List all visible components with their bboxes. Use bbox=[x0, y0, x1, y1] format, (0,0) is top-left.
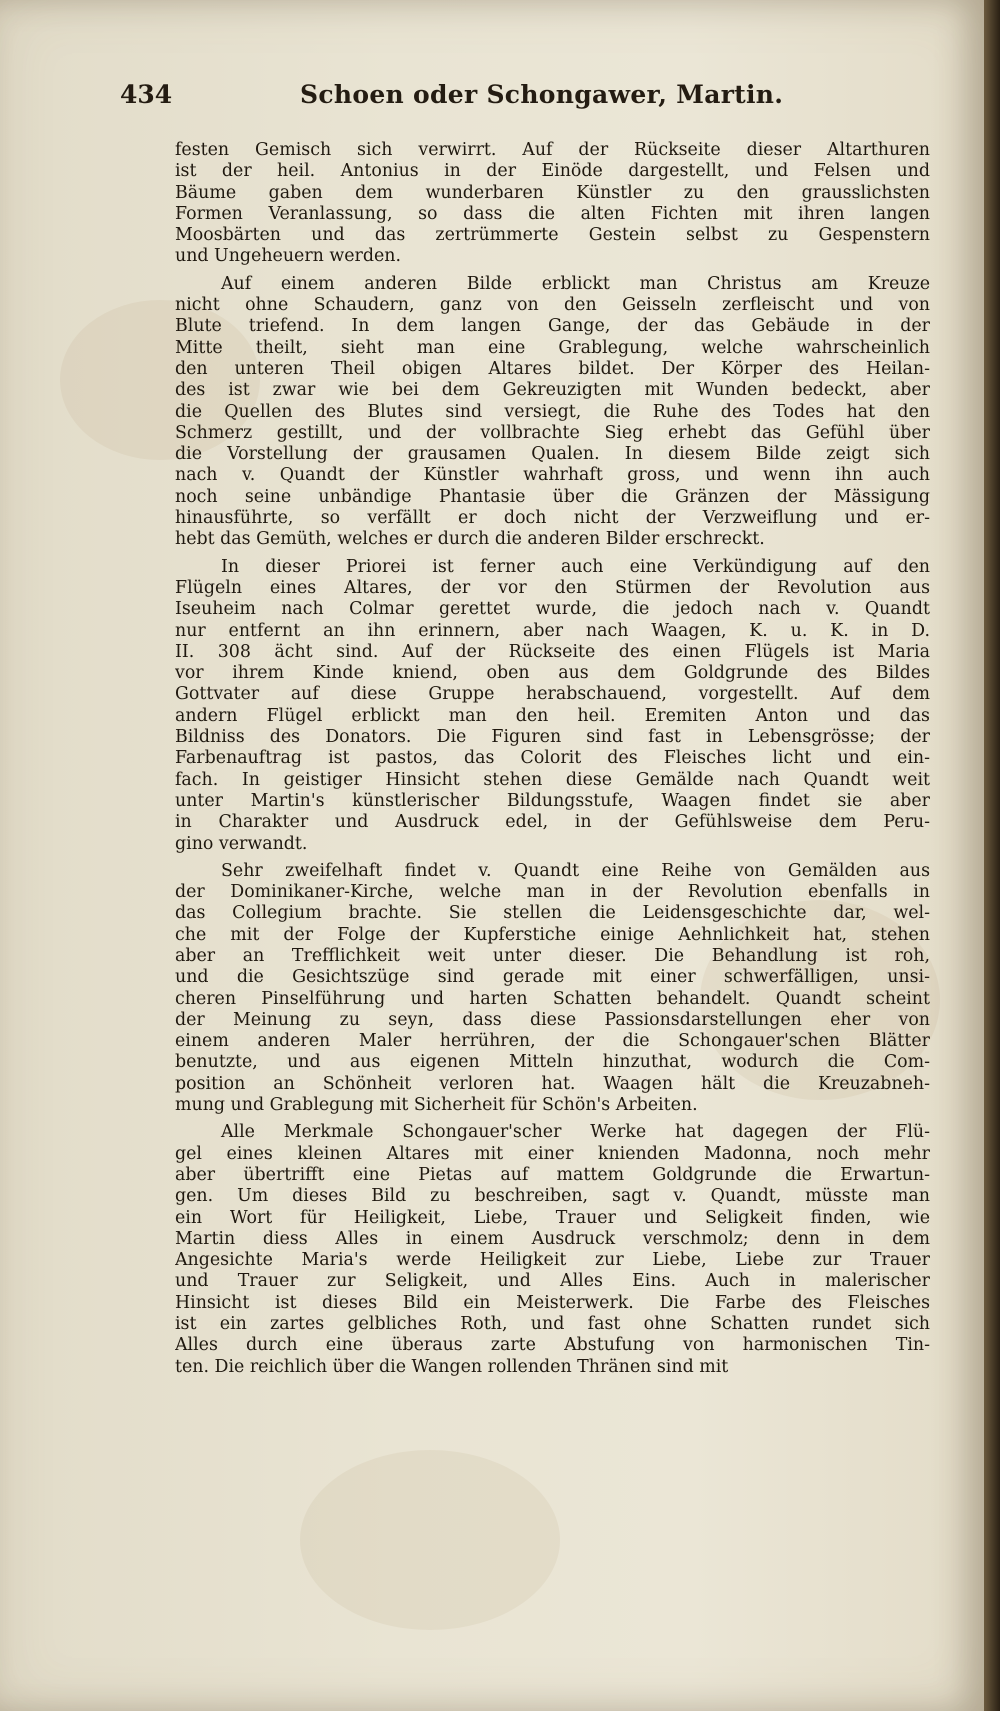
text-line: che mit der Folge der Kupferstiche einige Aehnlichkeit hat, stehen bbox=[175, 924, 930, 945]
text-line: Hinsicht ist dieses Bild ein Meisterwerk. Die Farbe des Fleisches bbox=[175, 1292, 930, 1313]
running-title: Schoen oder Schongawer, Martin. bbox=[300, 80, 784, 109]
text-line: gino verwandt. bbox=[175, 833, 308, 854]
text-line: II. 308 ächt sind. Auf der Rückseite des einen Flügels ist Maria bbox=[175, 641, 930, 662]
text-line: den unteren Theil obigen Altares bildet. Der Körper des Heilan- bbox=[175, 358, 930, 379]
text-line: position an Schönheit verloren hat. Waagen hält die Kreuzabneh- bbox=[175, 1073, 930, 1094]
text-line: Iseuheim nach Colmar gerettet wurde, die jedoch nach v. Quandt bbox=[175, 599, 930, 620]
text-line: aber übertrifft eine Pietas auf mattem Goldgrunde die Erwartun- bbox=[175, 1164, 930, 1185]
text-line: die Quellen des Blutes sind versiegt, die Ruhe des Todes hat den bbox=[175, 401, 930, 422]
text-line: gel eines kleinen Altares mit einer knienden Madonna, noch mehr bbox=[175, 1143, 930, 1164]
text-line: nicht ohne Schaudern, ganz von den Geisseln zerfleischt und von bbox=[175, 295, 930, 316]
text-line: unter Martin's künstlerischer Bildungsstufe, Waagen findet sie aber bbox=[175, 790, 930, 811]
text-line: ten. Die reichlich über die Wangen rollenden Thränen sind mit bbox=[175, 1356, 729, 1377]
text-line: Martin diess Alles in einem Ausdruck verschmolz; denn in dem bbox=[175, 1228, 930, 1249]
text-line: Formen Veranlassung, so dass die alten Fichten mit ihren langen bbox=[175, 203, 930, 224]
paragraph bbox=[175, 274, 930, 551]
text-line: ein Wort für Heiligkeit, Liebe, Trauer und Seligkeit finden, wie bbox=[175, 1207, 930, 1228]
text-line: Mitte theilt, sieht man eine Grablegung, welche wahrscheinlich bbox=[175, 337, 930, 358]
text-line: Flügeln eines Altares, der vor den Stürmen der Revolution aus bbox=[175, 577, 930, 598]
text-line: einem anderen Maler herrühren, der die Schongauer'schen Blätter bbox=[175, 1031, 930, 1052]
text-line: gen. Um dieses Bild zu beschreiben, sagt v. Quandt, müsste man bbox=[175, 1186, 930, 1207]
text-line: der Meinung zu seyn, dass diese Passionsdarstellungen eher von bbox=[175, 1009, 930, 1030]
text-line: Alles durch eine überaus zarte Abstufung von harmonischen Tin- bbox=[175, 1335, 930, 1356]
paper-stain bbox=[300, 1450, 560, 1630]
text-line: nur entfernt an ihn erinnern, aber nach Waagen, K. u. K. in D. bbox=[175, 620, 930, 641]
text-line: nach v. Quandt der Künstler wahrhaft gross, und wenn ihn auch bbox=[175, 465, 930, 486]
text-line: Alle Merkmale Schongauer'scher Werke hat dagegen der Flü- bbox=[221, 1122, 930, 1143]
page-header bbox=[120, 80, 940, 120]
text-line: ist ein zartes gelbliches Roth, und fast ohne Schatten rundet sich bbox=[175, 1314, 930, 1335]
text-line: festen Gemisch sich verwirrt. Auf der Rückseite dieser Altarthuren bbox=[175, 140, 930, 160]
text-line: in Charakter und Ausdruck edel, in der Gefühlsweise dem Peru- bbox=[175, 812, 930, 833]
text-line: Moosbärten und das zertrümmerte Gestein selbst zu Gespenstern bbox=[175, 225, 930, 246]
text-line: andern Flügel erblickt man den heil. Eremiten Anton und das bbox=[175, 705, 930, 726]
text-line: Gottvater auf diese Gruppe herabschauend, vorgestellt. Auf dem bbox=[175, 684, 930, 705]
text-line: aber an Trefflichkeit weit unter dieser. Die Behandlung ist roh, bbox=[175, 945, 930, 966]
text-line: Farbenauftrag ist pastos, das Colorit des Fleisches licht und ein- bbox=[175, 748, 930, 769]
paragraph bbox=[175, 861, 930, 1117]
text-line: vor ihrem Kinde kniend, oben aus dem Goldgrunde des Bildes bbox=[175, 663, 930, 684]
text-line: des ist zwar wie bei dem Gekreuzigten mit Wunden bedeckt, aber bbox=[175, 380, 930, 401]
text-line: Sehr zweifelhaft findet v. Quandt eine Reihe von Gemälden aus bbox=[221, 860, 930, 881]
paragraph bbox=[175, 140, 930, 268]
page-edge bbox=[984, 0, 1000, 1711]
body-text bbox=[175, 140, 930, 1384]
text-line: und Trauer zur Seligkeit, und Alles Eins. Auch in malerischer bbox=[175, 1271, 930, 1292]
text-line: Auf einem anderen Bilde erblickt man Christus am Kreuze bbox=[221, 273, 930, 294]
text-line: Angesichte Maria's werde Heiligkeit zur Liebe, Liebe zur Trauer bbox=[175, 1250, 930, 1271]
text-line: cheren Pinselführung und harten Schatten behandelt. Quandt scheint bbox=[175, 988, 930, 1009]
paragraph bbox=[175, 557, 930, 855]
text-line: der Dominikaner-Kirche, welche man in der Revolution ebenfalls in bbox=[175, 882, 930, 903]
page-number: 434 bbox=[120, 80, 173, 109]
text-line: Blute triefend. In dem langen Gange, der das Gebäude in der bbox=[175, 316, 930, 337]
text-line: fach. In geistiger Hinsicht stehen diese Gemälde nach Quandt weit bbox=[175, 769, 930, 790]
paragraph bbox=[175, 1122, 930, 1378]
text-line: und die Gesichtszüge sind gerade mit einer schwerfälligen, unsi- bbox=[175, 967, 930, 988]
text-line: Schmerz gestillt, und der vollbrachte Sieg erhebt das Gefühl über bbox=[175, 422, 930, 443]
text-line: das Collegium brachte. Sie stellen die Leidensgeschichte dar, wel- bbox=[175, 903, 930, 924]
text-line: die Vorstellung der grausamen Qualen. In diesem Bilde zeigt sich bbox=[175, 444, 930, 465]
text-line: noch seine unbändige Phantasie über die Gränzen der Mässigung bbox=[175, 486, 930, 507]
text-line: mung und Grablegung mit Sicherheit für Schön's Arbeiten. bbox=[175, 1095, 698, 1116]
text-line: hebt das Gemüth, welches er durch die anderen Bilder erschreckt. bbox=[175, 529, 765, 550]
text-line: ist der heil. Antonius in der Einöde dargestellt, und Felsen und bbox=[175, 161, 930, 182]
text-line: Bäume gaben dem wunderbaren Künstler zu den grausslichsten bbox=[175, 182, 930, 203]
text-line: Bildniss des Donators. Die Figuren sind fast in Lebensgrösse; der bbox=[175, 727, 930, 748]
text-line: In dieser Priorei ist ferner auch eine Verkündigung auf den bbox=[221, 556, 930, 577]
text-line: hinausführte, so verfällt er doch nicht der Verzweiflung und er- bbox=[175, 508, 930, 529]
text-line: und Ungeheuern werden. bbox=[175, 246, 402, 267]
text-line: benutzte, und aus eigenen Mitteln hinzuthat, wodurch die Com- bbox=[175, 1052, 930, 1073]
